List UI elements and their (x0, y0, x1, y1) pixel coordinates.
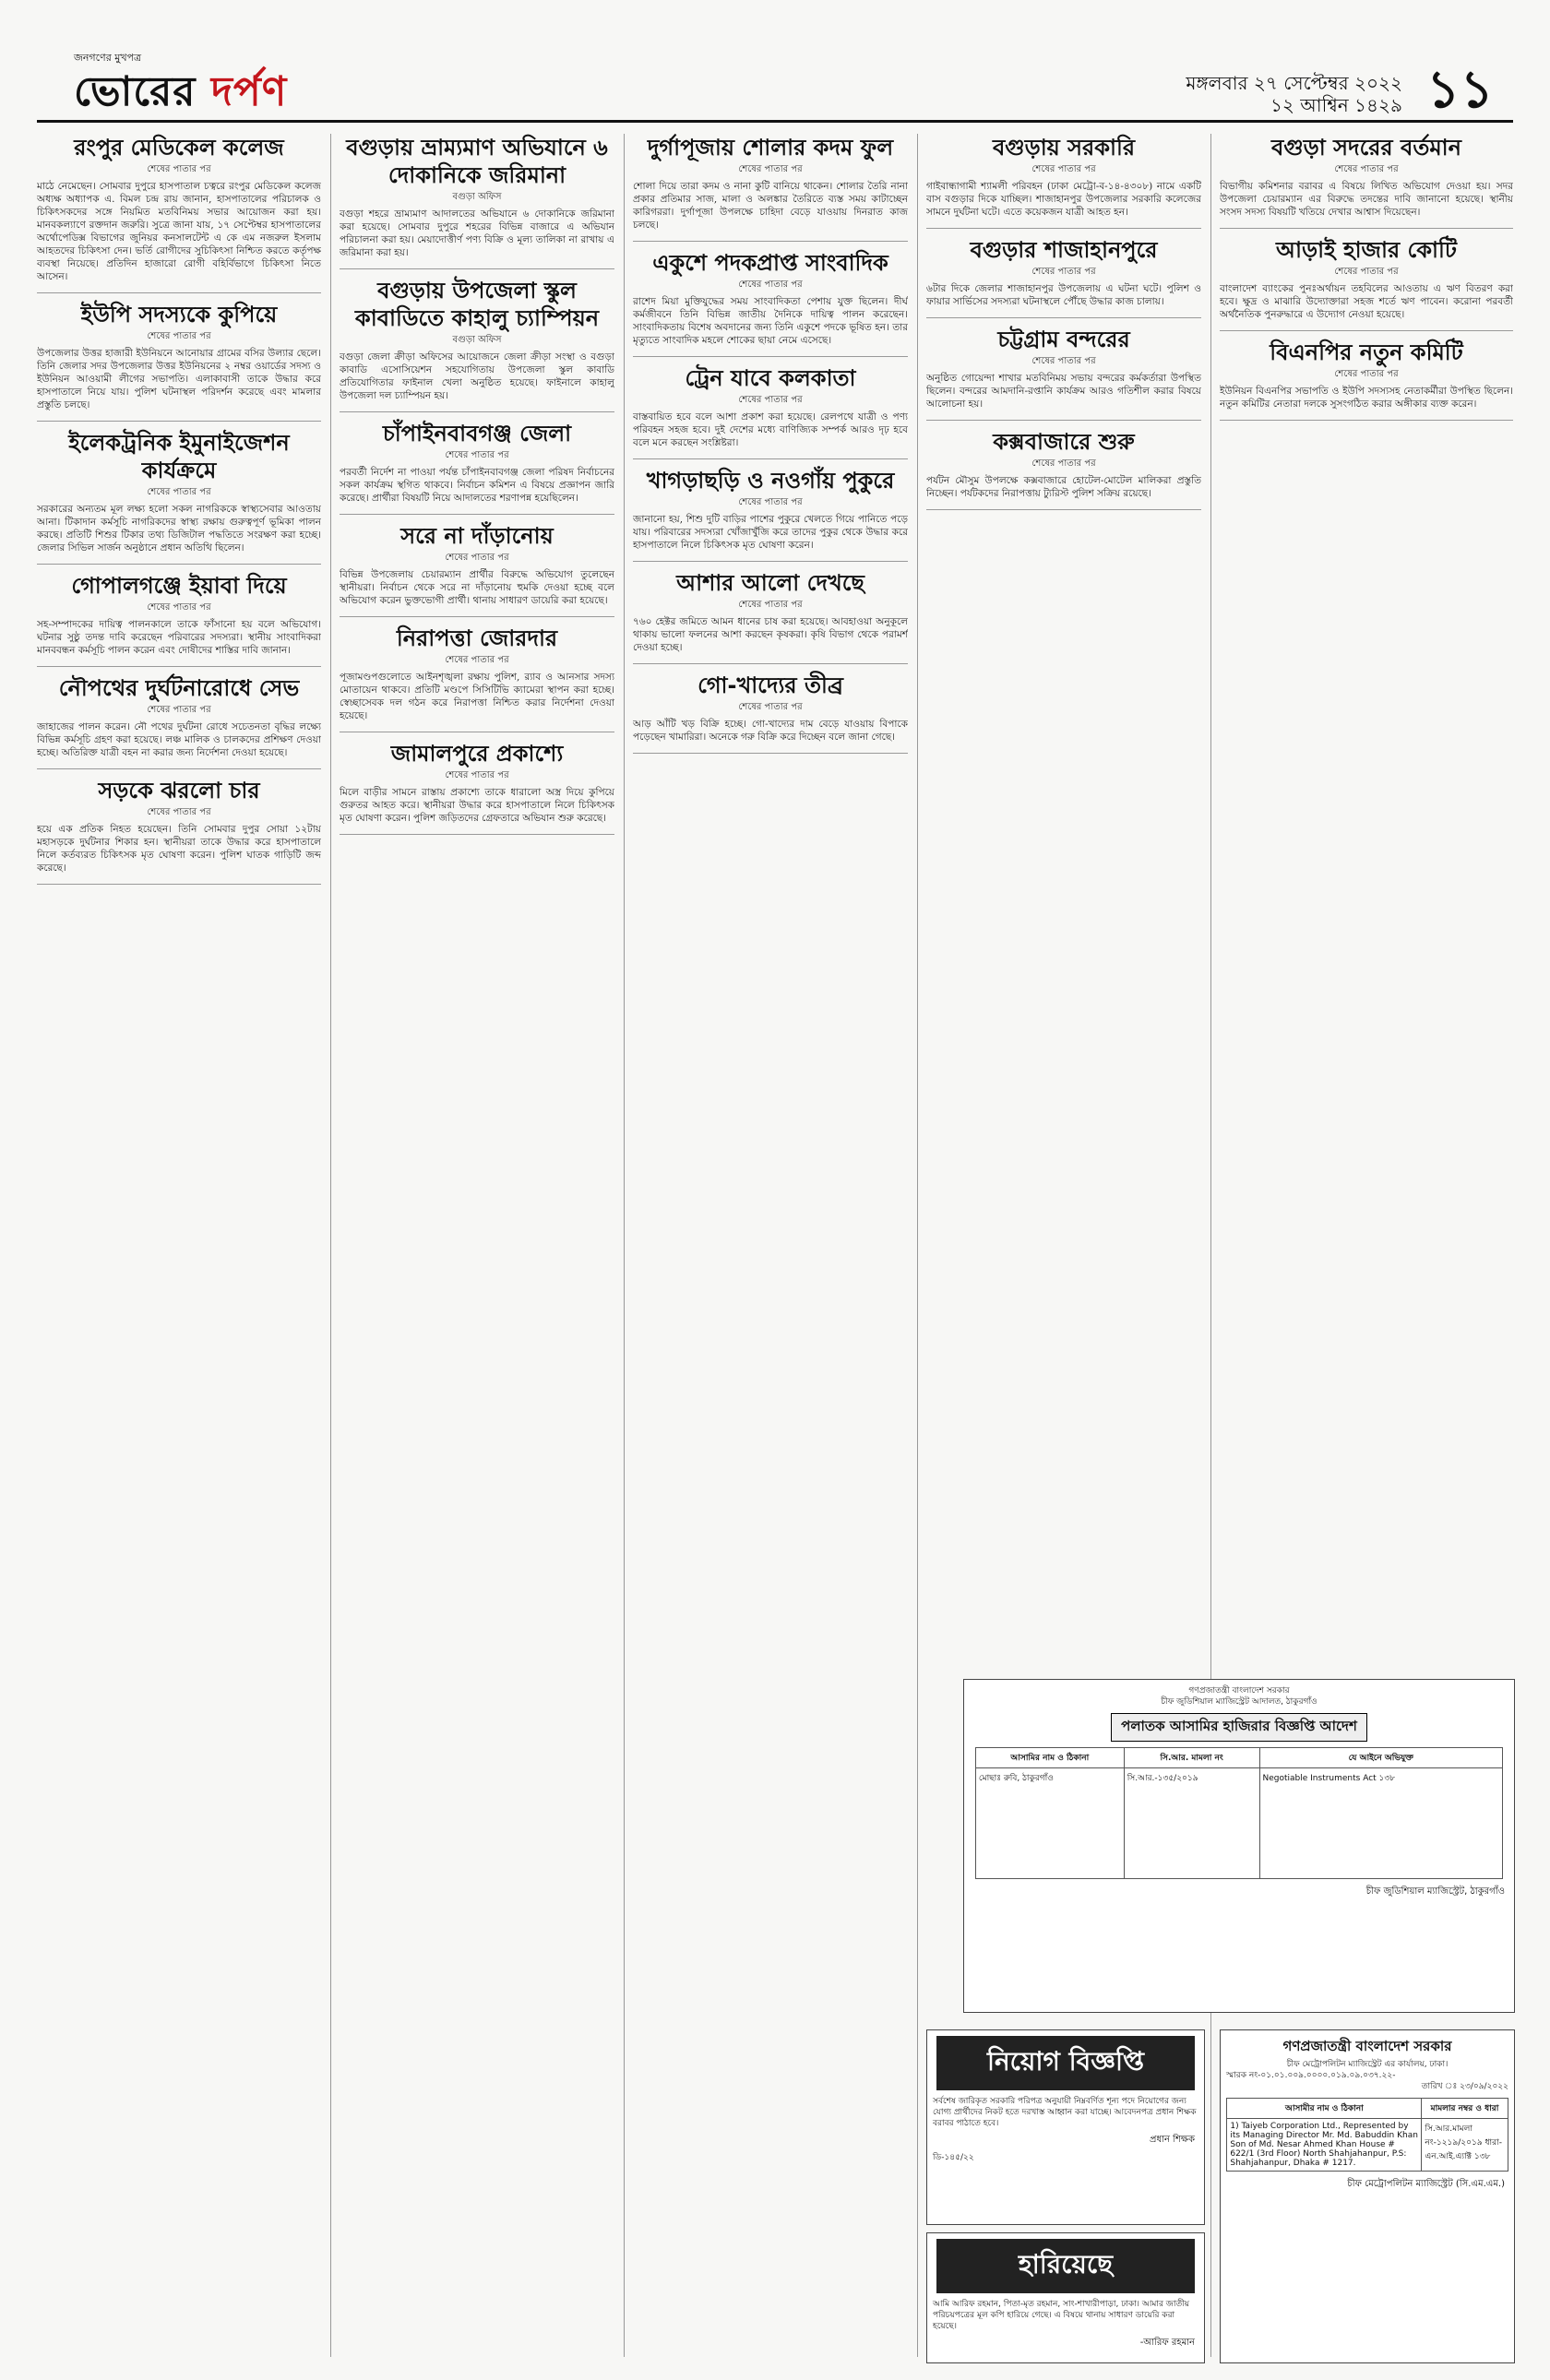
story-body: বাস্তবায়িত হবে বলে আশা প্রকাশ করা হয়েছে। রেলপথে যাত্রী ও পণ্য পরিবহন সহজ হবে। দুই দেশের মধ্যে বাণিজ্যিক সম্পর্ক আরও দৃঢ় হবে বলে মনে করছেন সংশ্লিষ্টরা। (633, 411, 908, 448)
news-story (1220, 236, 1513, 321)
column-2 (340, 134, 614, 2357)
news-story (340, 420, 614, 505)
table-header: মামলার নম্বর ও ধারা (1422, 2099, 1508, 2119)
story-body: বাংলাদেশ ব্যাংকের পুনঃঅর্থায়ন তহবিলের আওতায় এ ঋণ বিতরণ করা হবে। ক্ষুদ্র ও মাঝারি উদ্যোক্তারা সহজ শর্তে ঋণ পাবেন। করোনা পরবর্তী অর্থনৈতিক পুনরুদ্ধারে এ উদ্যোগ নেওয়া হয়েছে। (1220, 283, 1513, 320)
table-cell: 1) Taiyeb Corporation Ltd., Represented by its Managing Director Mr. Md. Babuddin Khan Son of Md. Nesar Ahmed Khan House # 622/1 (3rd Floor) North Shahjahanpur, P.S: Shahjahanpur, Dhaka # 1217. (1227, 2119, 1422, 2172)
story-body: মিলে বাড়ীর সামনে রাস্তায় প্রকাশ্যে তাকে ধারালো অস্ত্র দিয়ে কুপিয়ে গুরুতর আহত করে। স্থানীয়রা উদ্ধার করে হাসপাতালে নিলে চিকিৎসক মৃত ঘোষণা করেন। পুলিশ জড়িতদের গ্রেফতারে অভিযান শুরু করেছে। (340, 787, 614, 824)
story-continuation: বগুড়া অফিস (452, 192, 502, 202)
news-story (37, 301, 321, 411)
column-rule (1210, 134, 1211, 2357)
story-continuation: শেষের পাতার পর (147, 487, 211, 497)
story-continuation: শেষের পাতার পর (445, 770, 509, 780)
table-cell: মোছাঃ রুবি, ঠাকুরগাঁও (975, 1768, 1124, 1879)
story-continuation: শেষের পাতার পর (147, 331, 211, 341)
story-body: বগুড়া জেলা ক্রীড়া অফিসের আয়োজনে জেলা ক্রীড়া সংস্থা ও বগুড়া কাবাডি এসোসিয়েশন সহযোগিতায় উপজেলা স্কুল কাবাডি প্রতিযোগিতার ফাইনাল খেলা অনুষ্ঠিত হয়েছে। ফাইনালে কাহালু উপজেলা দল চ্যাম্পিয়ন হয়। (340, 351, 614, 401)
story-body: ৬টার দিকে জেলার শাজাহানপুর উপজেলায় এ ঘটনা ঘটে। পুলিশ ও ফায়ার সার্ভিসের সদস্যরা ঘটনাস্থলে পৌঁছে উদ্ধার কাজ চালায়। (926, 283, 1201, 307)
story-headline: সড়কে ঝরলো চার (98, 778, 260, 803)
story-headline: দুর্গাপূজায় শোলার কদম ফুল (647, 135, 894, 161)
story-headline: ট্রেন যাবে কলকাতা (685, 365, 856, 391)
story-headline: জামালপুরে প্রকাশ্যে (390, 741, 564, 767)
table-cell: Negotiable Instruments Act ১৩৮ (1259, 1768, 1503, 1879)
news-story (926, 326, 1201, 411)
story-divider (340, 411, 614, 412)
story-continuation: বগুড়া অফিস (452, 335, 502, 345)
story-headline: বগুড়া সদরের বর্তমান (1271, 135, 1461, 161)
story-divider (633, 753, 908, 754)
story-body: বগুড়া শহরে ভ্রাম্যমাণ আদালতের অভিযানে ৬ দোকানিকে জরিমানা করা হয়েছে। সোমবার দুপুরে শহরের বিভিন্ন বাজারে এ অভিযান পরিচালনা করা হয়। মেয়াদোত্তীর্ণ পণ্য বিক্রি ও মূল্য তালিকা না রাখায় এ জরিমানা করা হয়। (340, 208, 614, 258)
news-story (37, 429, 321, 554)
recruitment-notice (926, 2029, 1205, 2225)
story-divider (340, 268, 614, 269)
story-headline: কক্সবাজারে শুরু (993, 429, 1135, 455)
newspaper-page (37, 18, 1513, 2362)
story-body: শোলা দিয়ে তারা কদম ও নানা কুটি বানিয়ে থাকেন। শোলার তৈরি নানা প্রকার প্রতিমার সাজ, মালা ও অলঙ্কার তৈরিতে ব্যস্ত সময় কাটাচ্ছেন কারিগররা। দুর্গাপূজা উপলক্ষে চাহিদা বেড়ে যাওয়ায় দিনরাত কাজ চলছে। (633, 181, 908, 231)
story-continuation: শেষের পাতার পর (1031, 267, 1096, 277)
story-headline: বগুড়ায় ভ্রাম্যমাণ অভিযানে ৬ দোকানিকে জরিমানা (346, 135, 608, 188)
govt-notice-memo: স্মারক নং-০১.০১.০০৯.০০০০.০১৯.০৯.০৩৭.২২- (1226, 2071, 1396, 2080)
story-divider (926, 420, 1201, 421)
story-divider (633, 241, 908, 242)
court-notice-title: পলাতক আসামির হাজিরার বিজ্ঞপ্তি আদেশ (1111, 1713, 1367, 1742)
story-continuation: শেষের পাতার পর (738, 280, 803, 290)
news-story (340, 277, 614, 402)
story-continuation: শেষের পাতার পর (1031, 164, 1096, 174)
story-body: অনুষ্ঠিত গোয়েন্দা শাখার মতবিনিময় সভায় বন্দরের কর্মকর্তারা উপস্থিত ছিলেন। বন্দরের আমদানি-রপ্তানি কার্যক্রম আরও গতিশীল করার বিষয়ে আলোচনা হয়। (926, 373, 1201, 410)
news-story (340, 625, 614, 722)
story-divider (1220, 420, 1513, 421)
story-body: বিভিন্ন উপজেলায় চেয়ারম্যান প্রার্থীর বিরুদ্ধে অভিযোগ তুলেছেন স্থানীয়রা। নির্বাচন থেকে সরে না দাঁড়ানোয় হুমকি দেওয়া হচ্ছে বলে অভিযোগ করেন ভুক্তভোগী প্রার্থী। থানায় সাধারণ ডায়েরি করা হয়েছে। (340, 569, 614, 606)
news-story (633, 672, 908, 744)
story-body: ৭৬০ হেক্টর জমিতে আমন ধানের চাষ করা হয়েছে। আবহাওয়া অনুকূলে থাকায় ভালো ফলনের আশা করছেন কৃষকরা। কৃষি বিভাগ থেকে পরামর্শ দেওয়া হচ্ছে। (633, 616, 908, 653)
story-body: পর্যটন মৌসুম উপলক্ষে কক্সবাজারে হোটেল-মোটেল মালিকরা প্রস্তুতি নিচ্ছেন। পর্যটকদের নিরাপত্তায় ট্যুরিস্ট পুলিশ সক্রিয় রয়েছে। (926, 475, 1201, 499)
story-divider (37, 421, 321, 422)
story-headline: নিরাপত্তা জোরদার (396, 625, 558, 651)
date-bangla: ১২ আশ্বিন ১৪২৯ (1270, 94, 1402, 116)
table-header: সি.আর. মামলা নং (1124, 1748, 1259, 1768)
story-continuation: শেষের পাতার পর (738, 395, 803, 405)
story-divider (340, 834, 614, 835)
story-body: হয়ে এক প্রতিক নিহত হয়েছেন। তিনি সোমবার দুপুর সোয়া ১২টায় মহাসড়কে দুর্ঘটনার শিকার হন। স্থানীয়রা তাকে উদ্ধার করে হাসপাতালে নিলে কর্তব্যরত চিকিৎসক মৃত ঘোষণা করেন। পুলিশ ঘাতক গাড়িটি জব্দ করেছে। (37, 824, 321, 874)
page-number: ১১ (1426, 60, 1494, 120)
story-headline: ইউপি সদস্যকে কুপিয়ে (80, 302, 278, 327)
story-continuation: শেষের পাতার পর (738, 497, 803, 507)
story-divider (926, 509, 1201, 510)
logo-part-a: ভোরের (74, 68, 211, 115)
news-story (37, 674, 321, 759)
story-divider (37, 292, 321, 293)
news-story (340, 740, 614, 825)
lost-notice-signature: -আরিফ রহমান (1139, 2338, 1195, 2348)
story-headline: নৌপথের দুর্ঘটনারোধে সেভ (58, 675, 300, 701)
story-divider (37, 884, 321, 885)
date-gregorian: মঙ্গলবার ২৭ সেপ্টেম্বর ২০২২ (1186, 72, 1402, 94)
story-divider (633, 458, 908, 459)
column-3 (633, 134, 908, 2357)
story-headline: ইলেকট্রনিক ইমুনাইজেশন কার্যক্রমে (68, 430, 290, 483)
story-continuation: শেষের পাতার পর (1031, 356, 1096, 366)
story-headline: বগুড়ায় উপজেলা স্কুল কাবাডিতে কাহালু চ্যাম্পিয়ন (354, 278, 600, 331)
table-cell: সি.আর.মামলা নং-১২১৯/২০১৯ ধারা-এন.আই.এ্যাক্ট ১৩৮ (1422, 2119, 1508, 2172)
story-headline: গো-খাদ্যের তীব্র (698, 672, 843, 698)
story-continuation: শেষের পাতার পর (1334, 267, 1399, 277)
story-headline: বগুড়ার শাজাহানপুরে (970, 237, 1158, 263)
story-body: জানানো হয়, শিশু দুটি বাড়ির পাশের পুকুরে খেলতে গিয়ে পানিতে পড়ে যায়। পরিবারের সদস্যরা খোঁজাখুঁজি করে তাদের পুকুর থেকে উদ্ধার করে হাসপাতালে নিলে চিকিৎসক মৃত ঘোষণা করেন। (633, 514, 908, 551)
story-body: সরকারের অন্যতম মূল লক্ষ্য হলো সকল নাগরিককে স্বাস্থ্যসেবার আওতায় আনা। টিকাদান কর্মসূচি নাগরিকদের স্বাস্থ্য রক্ষায় গুরুত্বপূর্ণ ভূমিকা পালন করছে। প্রতিটি শিশুর টিকার তথ্য ডিজিটাল পদ্ধতিতে সংরক্ষণ করা হচ্ছে। জেলার সিভিল সার্জন অনুষ্ঠানে প্রধান অতিথি ছিলেন। (37, 504, 321, 553)
news-story (633, 249, 908, 347)
story-body: সহ-সম্পাদকের দায়িত্ব পালনকালে তাকে ফাঁসানো হয় বলে অভিযোগ। ঘটনার সুষ্ঠু তদন্ত দাবি করেছেন পরিবারের সদস্যরা। স্থানীয় সাংবাদিকরা মানববন্ধন কর্মসূচি পালন করেন এবং দোষীদের শাস্তির দাবি জানান। (37, 619, 321, 656)
logo-part-b: দর্পণ (210, 68, 288, 115)
story-divider (340, 616, 614, 617)
story-divider (633, 561, 908, 562)
story-continuation: শেষের পাতার পর (738, 600, 803, 610)
story-body: মাঠে নেমেছেন। সোমবার দুপুরে হাসপাতাল চত্বরে রংপুর মেডিকেল কলেজ অধ্যক্ষ অধ্যাপক এ. বিমল চন্দ্র রায় জানান, হাসপাতালের পরিচালক ও চিকিৎসকদের সঙ্গে নিয়মিত মতবিনিময় সভার আয়োজন করা হয়। মানবকল্যাণে রক্তদান জরুরি। সুত্রে জানা যায়, ১৭ সেপ্টেম্বর হাসপাতালের অর্থোপেডিক্স বিভাগের জুনিয়র কনসালটেন্ট এ কে এম নজরুল ইসলাম আহতদের চিকিৎসা দেন। ভর্তি রোগীদের সুচিকিৎসা নিশ্চিত করতে কর্তৃপক্ষ ব্যবস্থা নিয়েছে। প্রতিদিন হাজারো রোগী বহির্বিভাগে চিকিৎসা নিতে আসেন। (37, 181, 321, 282)
story-body: পূজামণ্ডপগুলোতে আইনশৃঙ্খলা রক্ষায় পুলিশ, র‌্যাব ও আনসার সদস্য মোতায়েন থাকবে। প্রতিটি মণ্ডপে সিসিটিভি ক্যামেরা স্থাপন করা হচ্ছে। স্বেচ্ছাসেবক দল গঠন করে নিরাপত্তা নিশ্চিত করার নির্দেশনা দেওয়া হয়েছে। (340, 672, 614, 721)
news-story (340, 134, 614, 259)
lost-notice-title: হারিয়েছে (936, 2239, 1195, 2293)
masthead (37, 18, 1513, 123)
column-4 (926, 134, 1201, 1684)
recruitment-notice-title: নিয়োগ বিজ্ঞপ্তি (936, 2036, 1195, 2090)
story-headline: বিএনপির নতুন কমিটি (1270, 339, 1463, 365)
table-cell: সি.আর.-১৩৫/২০১৯ (1124, 1768, 1259, 1879)
court-notice-header: গণপ্রজাতন্ত্রী বাংলাদেশ সরকার (1188, 1686, 1290, 1696)
story-divider (340, 514, 614, 515)
newspaper-logo (74, 61, 287, 128)
story-headline: আড়াই হাজার কোটি (1276, 237, 1457, 263)
news-story (633, 467, 908, 552)
story-continuation: শেষের পাতার পর (147, 602, 211, 613)
table-header: আসামির নাম ও ঠিকানা (975, 1748, 1124, 1768)
story-body: উপজেলার উত্তর হাজারী ইউনিয়নে আনোয়ার গ্রামের বসির উল্যার ছেলে। তিনি জেলার সদর উপজেলার উত্তর ইউনিয়নের ২ নম্বর ওয়ার্ডের সদস্য ও ইউনিয়ন আওয়ামী লীগের সভাপতি। এলাকাবাসী তাকে উদ্ধার করে হাসপাতালে নিয়ে যায়। পুলিশ ঘটনাস্থল পরিদর্শন করেছে এবং মামলার প্রস্তুতি চলছে। (37, 348, 321, 411)
story-headline: চট্টগ্রাম বন্দরের (997, 327, 1130, 352)
recruitment-notice-code: ডি-১৪৫/২২ (933, 2153, 974, 2162)
story-headline: চাঁপাইনবাবগঞ্জ জেলা (382, 421, 572, 446)
story-continuation: শেষের পাতার পর (147, 164, 211, 174)
story-divider (1220, 228, 1513, 229)
court-notice (963, 1679, 1515, 2013)
table-header: আসামীর নাম ও ঠিকানা (1227, 2099, 1422, 2119)
news-story (37, 777, 321, 875)
news-story (926, 236, 1201, 308)
news-story (926, 428, 1201, 500)
story-divider (37, 564, 321, 565)
story-divider (1220, 330, 1513, 331)
column-1 (37, 134, 321, 2357)
table-header: যে আইনে অভিযুক্ত (1259, 1748, 1503, 1768)
court-notice-signature: চীফ জুডিশিয়াল ম্যাজিস্ট্রেট, ঠাকুরগাঁও (1365, 1886, 1505, 1897)
story-headline: আশার আলো দেখছে (676, 570, 864, 596)
govt-notice-sub: চীফ মেট্রোপলিটন ম্যাজিস্ট্রেট এর কার্যালয়, ঢাকা। (1286, 2060, 1449, 2069)
column-rule (624, 134, 625, 2357)
story-continuation: শেষের পাতার পর (738, 702, 803, 712)
court-notice-table (975, 1747, 1503, 1879)
story-body: পরবর্তী নির্দেশ না পাওয়া পর্যন্ত চাঁপাইনবাবগঞ্জ জেলা পরিষদ নির্বাচনের সকল কার্যক্রম স্থগিত থাকবে। নির্বাচন কমিশন এ বিষয়ে প্রজ্ঞাপন জারি করেছে। প্রার্থীরা বিষয়টি নিয়ে আদালতের শরণাপন্ন হয়েছিলেন। (340, 467, 614, 504)
story-body: গাইবান্ধাগামী শ্যামলী পরিবহন (ঢাকা মেট্রো-ব-১৪-৪৩০৮) নামে একটি বাস বগুড়ার দিকে যাচ্ছিল। শাজাহানপুর উপজেলার সরকারি কলেজের সামনে দুর্ঘটনা ঘটে। এতে কয়েকজন যাত্রী আহত হন। (926, 181, 1201, 218)
story-body: ইউনিয়ন বিএনপির সভাপতি ও ইউপি সদস্যসহ নেতাকর্মীরা উপস্থিত ছিলেন। নতুন কমিটির নেতারা দলকে সুসংগঠিত করার অঙ্গীকার ব্যক্ত করেন। (1220, 386, 1513, 410)
story-headline: বগুড়ায় সরকারি (992, 135, 1136, 161)
govt-notice-signature: চীফ মেট্রোপলিটন ম্যাজিস্ট্রেট (সি.এম.এম.) (1347, 2179, 1505, 2189)
news-story (37, 134, 321, 283)
story-divider (633, 663, 908, 664)
story-divider (37, 768, 321, 769)
lost-notice (926, 2232, 1205, 2363)
lost-notice-body: আমি আরিফ রহমান, পিতা-মৃত রহমান, সাং-শাখারীপাড়া, ঢাকা। আমার জাতীয় পরিচয়পত্রের মূল কপি হারিয়ে গেছে। এ বিষয়ে থানায় সাধারণ ডায়েরি করা হয়েছে। (933, 2300, 1190, 2331)
govt-notice-date: তারিখ ঃ ২৩/০৯/২০২২ (1421, 2082, 1508, 2091)
news-story (37, 572, 321, 657)
column-rule (917, 134, 918, 2357)
recruitment-notice-body: সর্বশেষ জারিকৃত সরকারি পরিপত্র অনুযায়ী নিম্নবর্ণিত শূন্য পদে নিয়োগের জন্য যোগ্য প্রার্থীদের নিকট হতে দরখাস্ত আহ্বান করা যাচ্ছে। আবেদনপত্র প্রধান শিক্ষক বরাবর পাঠাতে হবে। (933, 2097, 1197, 2128)
govt-notice-table (1226, 2098, 1508, 2172)
story-body: রাশেদ মিয়া মুক্তিযুদ্ধের সময় সাংবাদিকতা পেশায় যুক্ত ছিলেন। দীর্ঘ কর্মজীবনে তিনি বিভিন্ন জাতীয় দৈনিকে দায়িত্ব পালন করেছেন। সাংবাদিকতায় বিশেষ অবদানের জন্য তিনি একুশে পদকে ভূষিত হন। তার মৃত্যুতে সাংবাদিক মহলে শোকের ছায়া নেমে এসেছে। (633, 296, 908, 346)
story-divider (926, 317, 1201, 318)
story-headline: গোপালগঞ্জে ইয়াবা দিয়ে (71, 573, 287, 599)
govt-notice-title: গণপ্রজাতন্ত্রী বাংলাদেশ সরকার (1282, 2038, 1452, 2054)
story-continuation: শেষের পাতার পর (1334, 369, 1399, 379)
news-story (633, 569, 908, 654)
story-headline: সরে না দাঁড়ানোয় (400, 523, 554, 549)
story-divider (926, 228, 1201, 229)
news-story (340, 522, 614, 607)
govt-notice (1220, 2029, 1515, 2363)
story-headline: খাগড়াছড়ি ও নওগাঁয় পুকুরে (646, 468, 895, 494)
story-body: আড় আঁটি খড় বিক্রি হচ্ছে। গো-খাদ্যের দাম বেড়ে যাওয়ায় বিপাকে পড়েছেন খামারিরা। অনেকে গরু বিক্রি করে দিচ্ছেন বলে জানা গেছে। (633, 719, 908, 743)
story-headline: একুশে পদকপ্রাপ্ত সাংবাদিক (652, 250, 888, 276)
column-rule (330, 134, 331, 2357)
news-story (926, 134, 1201, 219)
court-notice-sub: চীফ জুডিশিয়াল ম্যাজিস্ট্রেট আদালত, ঠাকুরগাঁও (1161, 1697, 1318, 1707)
story-divider (37, 666, 321, 667)
story-body: বিভাগীয় কমিশনার বরাবর এ বিষয়ে লিখিত অভিযোগ দেওয়া হয়। সদর উপজেলা চেয়ারম্যান এর বিরুদ্ধে তদন্তের দাবি জানানো হয়েছে। স্থানীয় সংসদ সদস্য বিষয়টি খতিয়ে দেখার আশ্বাস দিয়েছেন। (1220, 181, 1513, 218)
story-body: জাহাজের পালন করেন। নৌ পথের দুর্ঘটনা রোধে সচেতনতা বৃদ্ধির লক্ষ্যে বিভিন্ন কর্মসূচি গ্রহণ করা হয়েছে। লঞ্চ মালিক ও চালকদের প্রশিক্ষণ দেওয়া হচ্ছে। অতিরিক্ত যাত্রী বহন না করার জন্য নির্দেশনা দেওয়া হয়েছে। (37, 721, 321, 758)
column-5 (1220, 134, 1513, 1720)
story-continuation: শেষের পাতার পর (147, 705, 211, 715)
news-story (633, 364, 908, 449)
recruitment-notice-signature: প্রধান শিক্ষক (1150, 2135, 1195, 2145)
news-story (633, 134, 908, 232)
brand-tagline: জনগণের মুখপত্র (74, 52, 142, 64)
news-story (1220, 134, 1513, 219)
story-headline: রংপুর মেডিকেল কলেজ (74, 135, 284, 161)
story-continuation: শেষের পাতার পর (445, 655, 509, 665)
story-continuation: শেষের পাতার পর (445, 553, 509, 563)
story-continuation: শেষের পাতার পর (738, 164, 803, 174)
story-continuation: শেষের পাতার পর (1031, 458, 1096, 469)
story-continuation: শেষের পাতার পর (147, 807, 211, 817)
story-continuation: শেষের পাতার পর (445, 450, 509, 460)
story-continuation: শেষের পাতার পর (1334, 164, 1399, 174)
story-divider (633, 356, 908, 357)
news-story (1220, 339, 1513, 411)
